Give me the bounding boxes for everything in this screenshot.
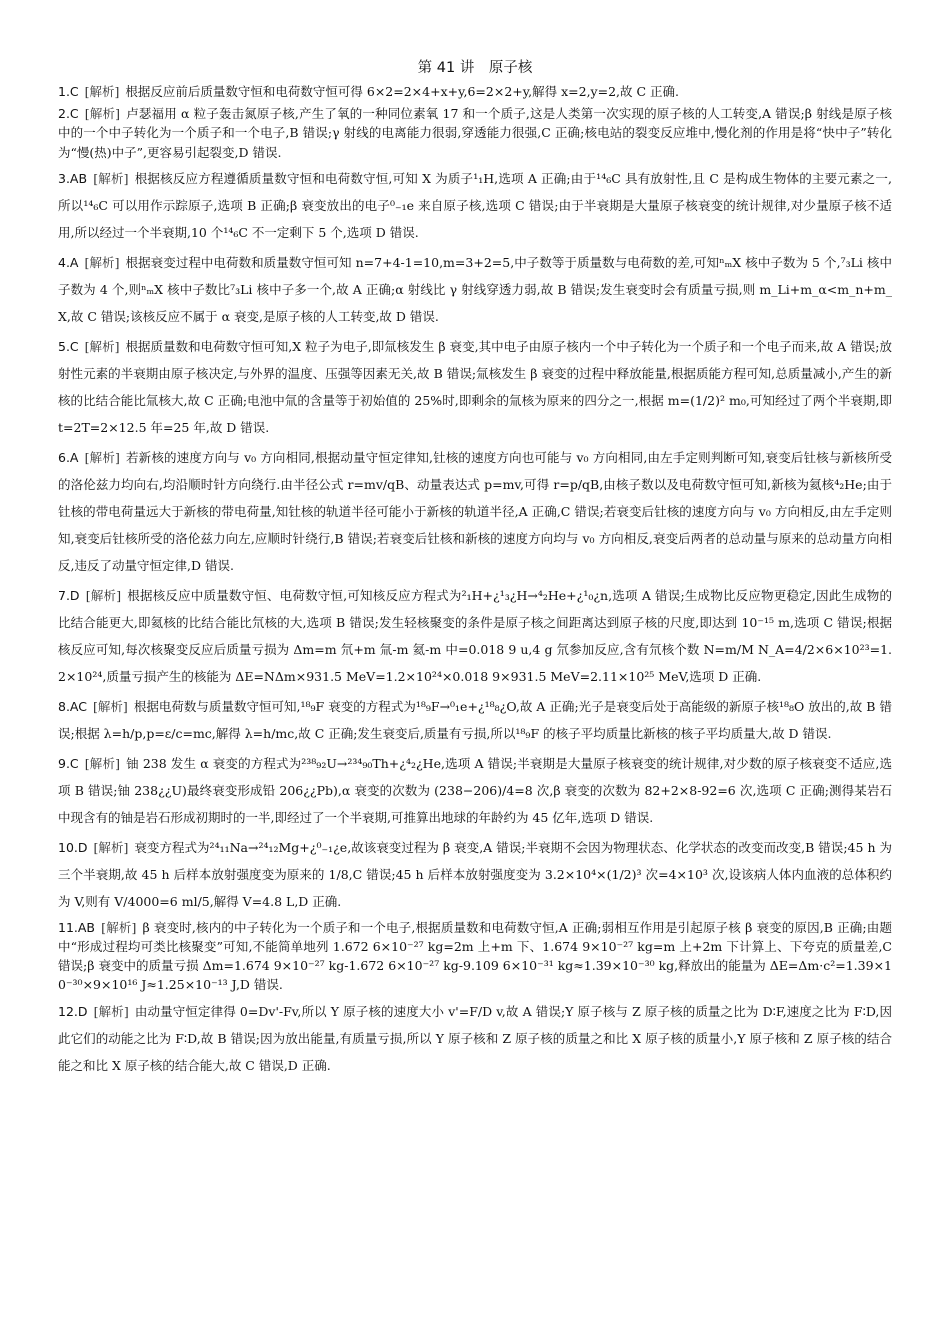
answer-text: 铀 238 发生 α 衰变的方程式为²³⁸₉₂U→²³⁴₉₀Th+¿⁴₂¿He,选项 A 错误;半衰期是大量原子核衰变的统计规律,对少数的原子核衰变不适应,选项 B 错误;铀 238¿¿U)最终衰变形成铅 206¿¿Pb),α 衰变的次数为 (238−206)/4=8 次,β 衰变的次数为 82+2×8-92=6 次,选项 C 正确;测得某岩石中现含有的铀是岩石形成初期时的一半,即经过了一个半衰期,可推算出地球的年龄约为 45 亿年,选项 D 错误. bbox=[58, 755, 892, 825]
answer-label: 8.AC bbox=[58, 698, 87, 714]
answer-text: 衰变方程式为²⁴₁₁Na→²⁴₁₂Mg+¿⁰₋₁¿e,故该衰变过程为 β 衰变,A 错误;半衰期不会因为物理状态、化学状态的改变而改变,B 错误;45 h 为三个半衰期,故 45 h 后样本放射强度变为原来的 1/8,C 错误;45 h 后样本放射强度变为 3.2×10⁴×(1/2)³ 次=4×10³ 次,设该病人体内血液的总体积约为 V,则有 V/4000=6 ml/5,解得 V=4.8 L,D 正确. bbox=[58, 839, 892, 909]
answer-item-4 bbox=[58, 249, 892, 330]
answer-text: 根据反应前后质量数守恒和电荷数守恒可得 6×2=2×4+x+y,6=2×2+y,解得 x=2,y=2,故 C 正确. bbox=[125, 84, 679, 99]
answer-text: 根据核反应方程遵循质量数守恒和电荷数守恒,可知 X 为质子¹₁H,选项 A 正确;由于¹⁴₆C 具有放射性,且 C 是构成生物体的主要元素之一,所以¹⁴₆C 可以用作示踪原子,选项 B 正确;β 衰变放出的电子⁰₋₁e 来自原子核,选项 C 错误;由于半衰期是大量原子核衰变的统计规律,对少量原子核不适用,所以经过一个半衰期,10 个¹⁴₆C 不一定剩下 5 个,选项 D 错误. bbox=[58, 170, 892, 240]
answer-item-12 bbox=[58, 998, 892, 1079]
analysis-tag: [解析] bbox=[93, 170, 129, 186]
answer-item-2 bbox=[58, 104, 892, 162]
analysis-tag: [解析] bbox=[84, 338, 120, 354]
answer-label: 5.C bbox=[58, 338, 79, 354]
answer-item-5 bbox=[58, 333, 892, 441]
analysis-tag: [解析] bbox=[93, 698, 128, 714]
answer-text: 由动量守恒定律得 0=Dv'-Fv,所以 Y 原子核的速度大小 v'=F/D v,故 A 错误;Y 原子核与 Z 原子核的质量之比为 D∶F,速度之比为 F∶D,因此它们的动能之比为 F∶D,故 B 错误;因为放出能量,有质量亏损,所以 Y 原子核和 Z 原子核的质量之和比 X 原子核的质量小,Y 原子核和 Z 原子核的结合能之和比 X 原子核的结合能大,故 C 错误,D 正确. bbox=[58, 1003, 893, 1073]
analysis-tag: [解析] bbox=[85, 587, 122, 603]
answer-label: 4.A bbox=[58, 254, 79, 270]
answer-item-1 bbox=[58, 82, 892, 101]
answer-label: 7.D bbox=[58, 587, 80, 603]
answer-item-10 bbox=[58, 834, 892, 915]
answer-text: 若新核的速度方向与 v₀ 方向相同,根据动量守恒定律知,钍核的速度方向也可能与 v₀ 方向相同,由左手定则判断可知,衰变后钍核与新核所受的洛伦兹力均向右,均沿顺时针方向绕行.由半径公式 r=mv/qB、动量表达式 p=mv,可得 r=p/qB,由核子数以及电荷数守恒可知,新核为氦核⁴₂He;由于钍核的带电荷量远大于新核的带电荷量,知钍核的轨道半径可能小于新核的轨道半径,A 正确,C 错误;若衰变后钍核的速度方向与 v₀ 方向相反,由左手定则知,衰变后钍核所受的洛伦兹力向左,应顺时针绕行,B 错误;若衰变后钍核和新核的速度方向均与 v₀ 方向相反,衰变后两者的总动量与原来的总动量方向相反,违反了动量守恒定律,D 错误. bbox=[58, 449, 892, 573]
answer-label: 3.AB bbox=[58, 170, 88, 186]
answer-label: 10.D bbox=[58, 839, 88, 855]
answer-item-9 bbox=[58, 750, 892, 831]
answer-item-6 bbox=[58, 444, 892, 579]
analysis-tag: [解析] bbox=[84, 755, 120, 771]
answer-text: 根据衰变过程中电荷数和质量数守恒可知 n=7+4-1=10,m=3+2=5,中子数等于质量数与电荷数的差,可知ⁿₘX 核中子数为 5 个,⁷₃Li 核中子数为 4 个,则ⁿₘX 核中子数比⁷₃Li 核中子多一个,故 A 正确;α 射线比 γ 射线穿透力弱,故 B 错误;发生衰变时会有质量亏损,则 m_Li+m_α<m_n+m_X,故 C 错误;该核反应不属于 α 衰变,是原子核的人工转变,故 D 错误. bbox=[58, 254, 892, 324]
answer-item-3 bbox=[58, 165, 892, 246]
answer-text: β 衰变时,核内的中子转化为一个质子和一个电子,根据质量数和电荷数守恒,A 正确;弱相互作用是引起原子核 β 衰变的原因,B 正确;由题中“形成过程均可类比核聚变”可知,不能简单地列 1.672 6×10⁻²⁷ kg=2m 上+m 下、1.674 9×10⁻²⁷ kg=m 上+2m 下计算上、下夸克的质量差,C 错误;β 衰变中的质量亏损 Δm=1.674 9×10⁻²⁷ kg-1.672 6×10⁻²⁷ kg-9.109 6×10⁻³¹ kg≈1.39×10⁻³⁰ kg,释放出的能量为 ΔE=Δm·c²=1.39×10⁻³⁰×9×10¹⁶ J≈1.25×10⁻¹³ J,D 错误. bbox=[58, 919, 892, 993]
answer-label: 1.C bbox=[58, 84, 79, 99]
answer-text: 根据电荷数与质量数守恒可知,¹⁸₉F 衰变的方程式为¹⁸₉F→⁰₁e+¿¹⁸₈¿O,故 A 正确;光子是衰变后处于高能级的新原子核¹⁸₈O 放出的,故 B 错误;根据 λ=h/p,p=ε/c=mc,解得 λ=h/mc,故 C 正确;发生衰变后,质量有亏损,所以¹⁸₉F 的核子平均质量比新核的核子平均质量大,故 D 错误. bbox=[58, 698, 892, 741]
answer-label: 11.AB bbox=[58, 919, 96, 935]
analysis-tag: [解析] bbox=[84, 84, 120, 99]
analysis-tag: [解析] bbox=[93, 1003, 129, 1019]
analysis-tag: [解析] bbox=[84, 106, 121, 122]
analysis-tag: [解析] bbox=[84, 449, 120, 465]
answer-label: 2.C bbox=[58, 106, 79, 122]
analysis-tag: [解析] bbox=[93, 839, 129, 855]
answer-text: 根据核反应中质量数守恒、电荷数守恒,可知核反应方程式为²₁H+¿¹₃¿H→⁴₂He+¿¹₀¿n,选项 A 错误;生成物比反应物更稳定,因此生成物的比结合能更大,即氦核的比结合能比氘核的大,选项 B 错误;发生轻核聚变的条件是原子核之间距离达到原子核的尺度,即达到 10⁻¹⁵ m,选项 C 错误;根据核反应可知,每次核聚变反应后质量亏损为 Δm=m 氘+m 氚-m 氦-m 中=0.018 9 u,4 g 氘参加反应,含有氘核个数 N=m/M N_A=4/2×6×10²³=1.2×10²⁴,质量亏损产生的核能为 ΔE=NΔm×931.5 MeV=1.2×10²⁴×0.018 9×931.5 MeV=2.11×10²⁵ MeV,选项 D 正确. bbox=[58, 587, 893, 684]
page-title: 第 41 讲 原子核 bbox=[417, 60, 533, 76]
answer-label: 9.C bbox=[58, 755, 79, 771]
answer-item-11 bbox=[58, 918, 892, 995]
answer-item-8 bbox=[58, 693, 892, 747]
answer-label: 6.A bbox=[58, 449, 79, 465]
analysis-tag: [解析] bbox=[84, 254, 120, 270]
answer-text: 根据质量数和电荷数守恒可知,X 粒子为电子,即氚核发生 β 衰变,其中电子由原子核内一个中子转化为一个质子和一个电子而来,故 A 错误;放射性元素的半衰期由原子核决定,与外界的温度、压强等因素无关,故 B 错误;氚核发生 β 衰变的过程中释放能量,根据质能方程可知,总质量减小,产生的新核的比结合能比氚核大,故 C 正确;电池中氚的含量等于初始值的 25%时,即剩余的氚核为原来的四分之一,根据 m=(1/2)² m₀,可知经过了两个半衰期,即 t=2T=2×12.5 年=25 年,故 D 错误. bbox=[58, 338, 892, 435]
answer-item-7 bbox=[58, 582, 892, 690]
answer-text: 卢瑟福用 α 粒子轰击氮原子核,产生了氧的一种同位素氧 17 和一个质子,这是人类第一次实现的原子核的人工转变,A 错误;β 射线是原子核中的一个中子转化为一个质子和一个电子,B 错误;γ 射线的电离能力很弱,穿透能力很强,C 正确;核电站的裂变反应堆中,慢化剂的作用是将“快中子”转化为“慢(热)中子”,更容易引起裂变,D 错误. bbox=[58, 106, 892, 160]
answer-label: 12.D bbox=[58, 1003, 88, 1019]
analysis-tag: [解析] bbox=[101, 919, 137, 935]
